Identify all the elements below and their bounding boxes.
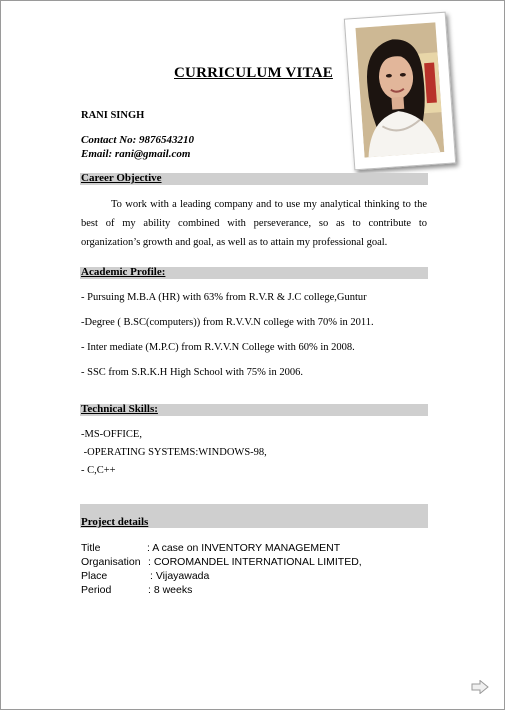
profile-photo <box>355 22 444 157</box>
skill-item: - C,C++ <box>81 465 116 476</box>
project-row-value: : A case on INVENTORY MANAGEMENT <box>147 542 341 554</box>
project-row-value: : COROMANDEL INTERNATIONAL LIMITED, <box>148 556 362 568</box>
profile-photo-image <box>355 22 444 157</box>
career-objective-heading: Career Objective <box>81 172 162 184</box>
technical-skills-heading-bar <box>80 404 428 416</box>
career-objective-text: To work with a leading company and to use my analytical thinking to the best of my ability combined with perseverance, so as to contribute to organization’s growth and goal, as well as to attain my professional goal. <box>81 199 427 248</box>
academic-item: - Pursuing M.B.A (HR) with 63% from R.V.R & J.C college,Guntur <box>81 292 367 303</box>
contact-block <box>81 133 194 161</box>
project-row-label: Period <box>81 584 112 596</box>
academic-profile-heading: Academic Profile: <box>81 266 166 278</box>
page-title: CURRICULUM VITAE <box>174 65 333 81</box>
next-page-arrow-icon[interactable] <box>471 680 489 694</box>
skill-item: -OPERATING SYSTEMS:WINDOWS-98, <box>81 447 267 458</box>
project-row-label: Organisation <box>81 556 141 568</box>
academic-item: - Inter mediate (M.P.C) from R.V.V.N College with 60% in 2008. <box>81 342 355 353</box>
contact-number: Contact No: 9876543210 <box>81 134 195 146</box>
profile-photo-frame <box>344 12 456 171</box>
project-row-label: Place <box>81 570 108 582</box>
project-row-value: : Vijayawada <box>150 570 210 582</box>
project-row-label: Title <box>81 542 101 554</box>
email-address: Email: rani@gmail.com <box>81 148 191 160</box>
career-objective-heading-bar <box>80 173 428 185</box>
technical-skills-heading: Technical Skills: <box>81 403 158 415</box>
academic-item: -Degree ( B.SC(computers)) from R.V.V.N college with 70% in 2011. <box>81 317 374 328</box>
project-details-heading-bar <box>80 504 428 528</box>
project-details-heading: Project details <box>81 516 149 528</box>
project-row-value: : 8 weeks <box>148 584 193 596</box>
academic-profile-heading-bar <box>80 267 428 279</box>
candidate-name: RANI SINGH <box>81 110 145 121</box>
academic-item: - SSC from S.R.K.H High School with 75% in 2006. <box>81 367 303 378</box>
skill-item: -MS-OFFICE, <box>81 429 142 440</box>
